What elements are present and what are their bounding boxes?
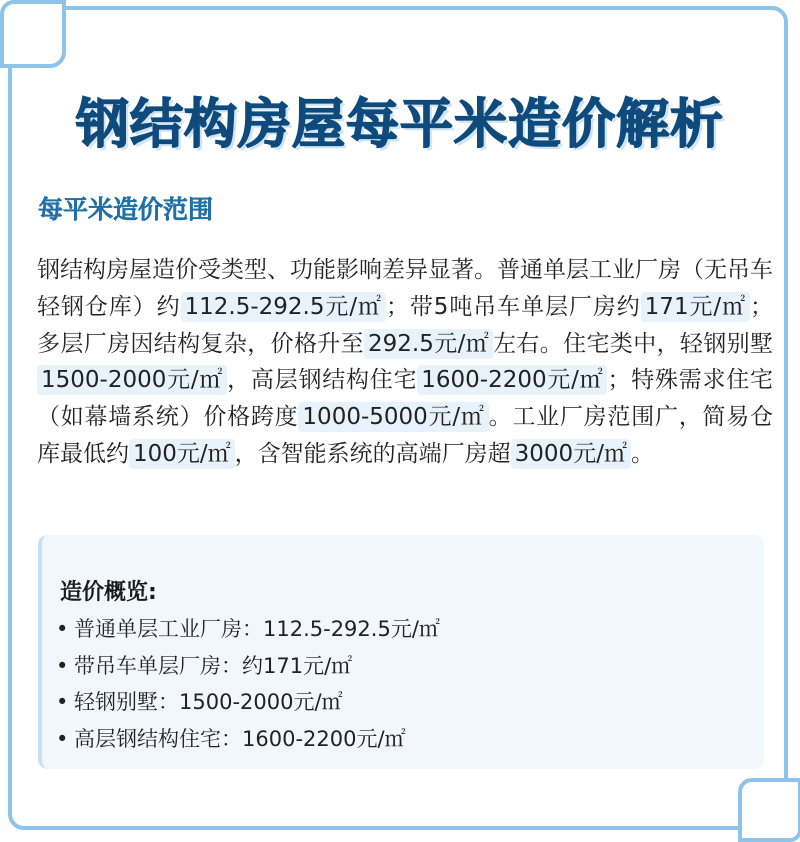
summary-title: 造价概览: (60, 580, 157, 605)
price-highlight: 292.5元/㎡ (364, 329, 493, 359)
list-item (56, 648, 440, 685)
price-highlight: 1500-2000元/㎡ (37, 365, 227, 395)
list-item (56, 611, 440, 648)
price-highlight: 3000元/㎡ (511, 439, 631, 469)
list-item-text: 带吊车单层厂房：约171元/㎡ (74, 653, 353, 678)
summary-list (56, 611, 440, 757)
bullet-icon: • (56, 726, 69, 751)
list-item-text: 高层钢结构住宅：1600-2200元/㎡ (74, 726, 406, 751)
price-highlight: 112.5-292.5元/㎡ (181, 292, 386, 322)
paragraph-text: ，含智能系统的高端厂房超 (234, 440, 511, 467)
paragraph-text: 左右。住宅类中，轻钢别墅 (493, 330, 774, 357)
price-highlight: 1600-2200元/㎡ (417, 365, 607, 395)
paragraph-text: ；带5吨吊车单层厂房约 (385, 293, 641, 320)
list-item-text: 轻钢别墅：1500-2000元/㎡ (74, 690, 343, 714)
bullet-icon: • (56, 653, 69, 678)
list-item (56, 684, 440, 721)
paragraph-text: 。 (630, 440, 654, 467)
price-highlight: 1000-5000元/㎡ (298, 402, 488, 432)
corner-decoration-top-left (0, 0, 66, 68)
page-title: 钢结构房屋每平米造价解析 (76, 94, 724, 155)
body-paragraph (37, 252, 773, 473)
paragraph-text: ；特殊需求住宅（如幕墙系统）价格跨度 (37, 367, 774, 431)
paragraph-text: 。工业厂房范围广，简易仓库最低约 (37, 404, 774, 467)
bullet-icon: • (56, 690, 69, 714)
price-highlight: 171元/㎡ (641, 292, 750, 322)
summary-box (38, 535, 764, 769)
list-item (56, 721, 440, 758)
paragraph-text: ；多层厂房因结构复杂，价格升至 (37, 293, 773, 357)
paragraph-text: 钢结构房屋造价受类型、功能影响差异显著。普通单层工业厂房（无吊车轻钢仓库）约 (37, 257, 773, 320)
list-item-text: 普通单层工业厂房：112.5-292.5元/㎡ (74, 617, 440, 641)
price-highlight: 100元/㎡ (129, 439, 235, 469)
section-heading: 每平米造价范围 (38, 195, 214, 224)
bullet-icon: • (56, 617, 69, 641)
corner-decoration-bottom-right (738, 778, 800, 842)
paragraph-text: ，高层钢结构住宅 (227, 367, 418, 394)
